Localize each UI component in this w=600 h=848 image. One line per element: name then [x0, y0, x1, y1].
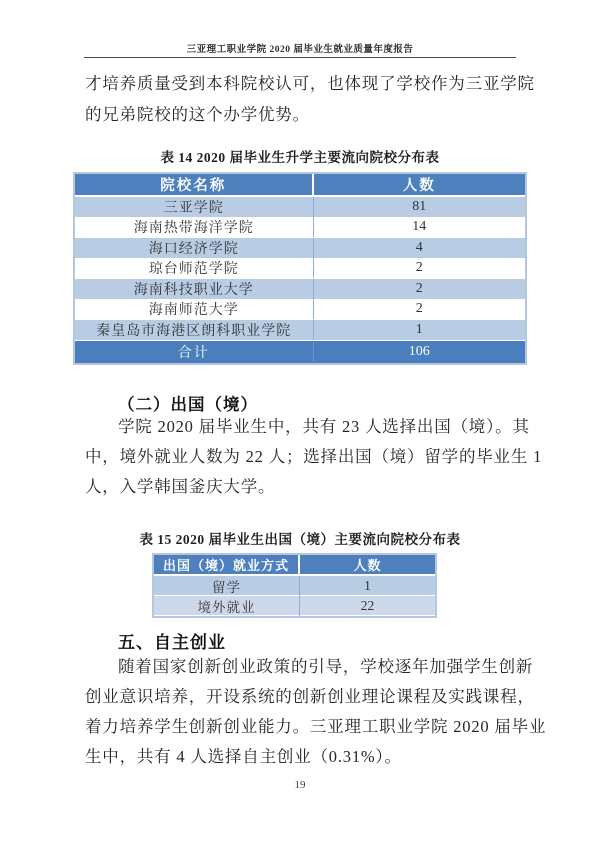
table14-total-row — [75, 341, 525, 363]
cell-count: 1 — [364, 577, 371, 593]
section-heading-startup: 五、自主创业 — [118, 633, 226, 652]
section-heading-abroad: （二）出国（境） — [118, 395, 258, 414]
table-row — [75, 300, 525, 321]
table-row — [75, 197, 525, 218]
table14 — [73, 172, 527, 365]
cell-school: 三亚学院 — [75, 197, 314, 217]
table-row — [154, 576, 435, 596]
cell-school: 海南热带海洋学院 — [75, 217, 314, 237]
paragraph-line: 创业意识培养，开设系统的创新创业理论课程及实践课程， — [85, 687, 535, 706]
table-row — [75, 320, 525, 341]
table15-caption: 表 15 2020 届毕业生出国（境）主要流向院校分布表 — [139, 532, 461, 547]
paragraph-line: 学院 2020 届毕业生中，共有 23 人选择出国（境）。其 — [118, 417, 530, 436]
table-row — [75, 218, 525, 239]
column-header: 人数 — [402, 178, 436, 194]
cell-mode: 境外就业 — [154, 596, 300, 616]
paragraph-line: 的兄弟院校的这个办学优势。 — [85, 105, 310, 124]
column-header: 人数 — [353, 558, 382, 573]
cell-count: 2 — [415, 280, 423, 296]
table15-header-row — [154, 555, 435, 576]
page-header-rule — [84, 57, 516, 58]
table-row — [154, 596, 435, 616]
cell-school: 海南师范大学 — [75, 299, 314, 319]
cell-school: 海口经济学院 — [75, 238, 314, 258]
table-row — [75, 238, 525, 259]
paragraph-line: 人，入学韩国釜庆大学。 — [85, 477, 276, 496]
paragraph-line: 中，境外就业人数为 22 人；选择出国（境）留学的毕业生 1 — [85, 447, 543, 466]
cell-count: 81 — [412, 198, 427, 214]
column-header: 院校名称 — [75, 174, 314, 195]
table-row — [75, 259, 525, 280]
cell-school: 海南科技职业大学 — [75, 279, 314, 299]
intro-paragraph — [85, 68, 535, 130]
cell-count: 4 — [415, 239, 423, 255]
table14-header-row — [75, 174, 525, 197]
paragraph-line: 随着国家创新创业政策的引导，学校逐年加强学生创新 — [118, 657, 534, 676]
paragraph-line: 才培养质量受到本科院校认可，也体现了学校作为三亚学院 — [85, 74, 535, 93]
cell-mode: 留学 — [154, 576, 300, 596]
cell-school: 秦皇岛市海港区朗科职业学院 — [75, 320, 314, 340]
cell-count: 2 — [415, 260, 423, 276]
paragraph-line: 生中，共有 4 人选择自主创业（0.31%）。 — [85, 747, 402, 766]
cell-count: 1 — [415, 321, 423, 337]
cell-count: 2 — [415, 301, 423, 317]
abroad-paragraph — [85, 412, 543, 502]
page-number: 19 — [294, 779, 306, 791]
total-label: 合计 — [75, 342, 314, 362]
startup-paragraph — [85, 652, 547, 772]
table15 — [152, 553, 437, 618]
cell-count: 14 — [412, 219, 427, 235]
table14-caption: 表 14 2020 届毕业生升学主要流向院校分布表 — [160, 150, 440, 165]
total-count: 106 — [408, 343, 430, 359]
cell-count: 22 — [360, 597, 375, 613]
table-row — [75, 279, 525, 300]
column-header: 出国（境）就业方式 — [154, 555, 300, 574]
page-header-title: 三亚理工职业学院 2020 届毕业生就业质量年度报告 — [186, 45, 414, 55]
paragraph-line: 着力培养学生创新创业能力。三亚理工职业学院 2020 届毕业 — [85, 717, 547, 736]
cell-school: 琼台师范学院 — [75, 258, 314, 278]
